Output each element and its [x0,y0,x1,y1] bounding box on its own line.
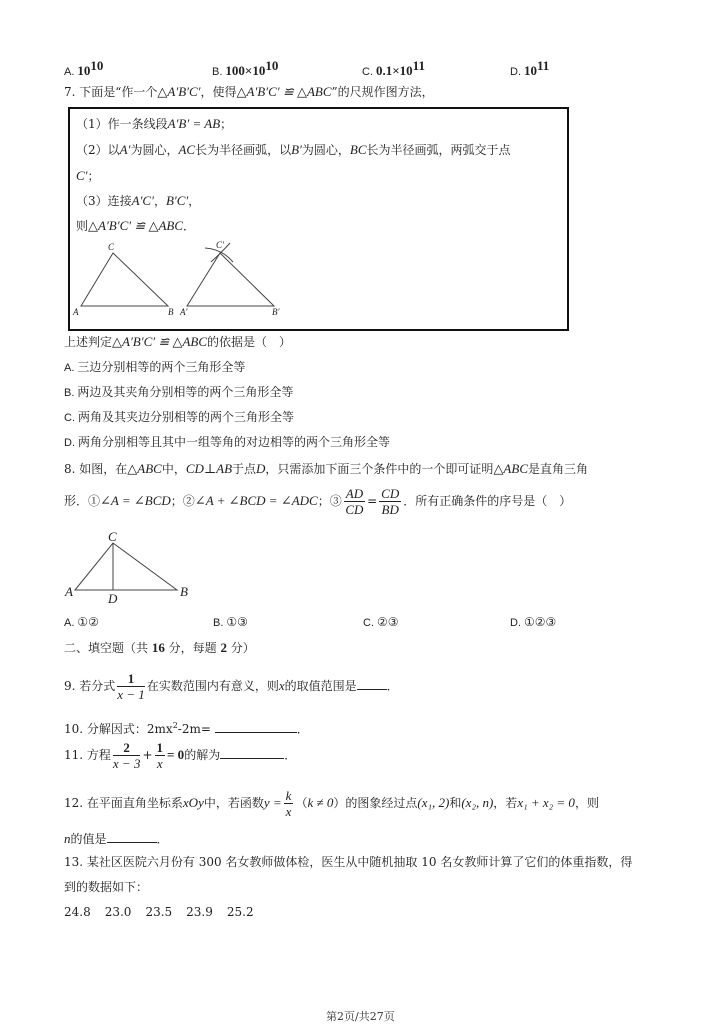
label-b: B [180,584,188,599]
q6-option-c [362,58,425,79]
option-label: A. [64,617,75,629]
q13-line-1 [64,854,632,870]
option-text: 两角分别相等且其中一组等角的对边相等的两个三角形全等 [78,435,391,449]
q8-option-c [363,614,399,631]
option-exponent: 10 [90,58,104,73]
q7-option-c [64,409,294,426]
math: ∠A = ∠BCD [100,493,171,508]
math: x₁ + x₂ = 0 [517,795,575,810]
text: ”的尺规作图方法， [331,85,434,99]
text: 7. 下面是“作一个 [64,85,158,99]
label-c: C [108,529,117,544]
q7-option-d [64,434,390,451]
math: B′ [291,142,302,157]
points-each: 2 [220,640,227,655]
q10 [64,718,309,737]
q8-line-2 [64,486,571,517]
numerator: 1 [156,740,164,755]
option-label: A. [64,66,75,78]
text: （2）以 [76,143,120,157]
option-label: C. [362,66,373,78]
option-label: B. [213,617,224,629]
q6-option-b [212,58,278,79]
text: ； [87,169,100,183]
denominator: x − 3 [112,756,141,771]
denominator: x − 1 [117,687,145,702]
text: 的取值范围是 [284,679,357,693]
text: （1）作一条线段 [76,117,168,131]
denominator: CD [345,502,364,517]
numerator: 1 [117,671,145,687]
text: （3）连接 [76,194,132,208]
math: (x₁, 2) [417,795,450,810]
math: △A′B′C′ ≌ △ABC [88,218,184,233]
data-value: 23.9 [186,905,213,919]
label-b-prime: B′ [272,307,280,317]
math: x [278,678,285,693]
label-c-prime: C′ [216,240,224,250]
answer-blank[interactable] [215,720,297,733]
text: 10. 分解因式：2mx [64,722,173,736]
label-c: C [108,242,115,252]
text: 形．① [64,494,101,508]
text: ． [156,832,169,846]
text: 于点 [232,462,257,476]
option-text: ①② [77,615,99,629]
text: 12. 在平面直角坐标系 [64,796,183,810]
q8-option-a [64,614,99,631]
option-label: C. [64,412,75,424]
q11 [64,740,296,771]
text: 长为半径画弧，以 [195,143,292,157]
denominator: BD [381,502,399,517]
fraction [155,740,166,771]
option-text: ①③ [226,615,248,629]
math: A′B′ = AB [167,116,221,131]
text: 上述判定 [64,335,113,349]
denominator: x [285,804,292,819]
section-heading [64,640,255,656]
q13-data [64,904,254,920]
option-exponent: 11 [537,58,550,73]
q7-option-b [64,384,293,401]
text: ）的图象经过点 [333,796,418,810]
label-d: D [108,591,118,606]
option-label: D. [64,437,75,449]
numerator: k [285,788,292,803]
fraction-ad-cd [344,486,365,517]
fraction [113,740,141,771]
text: 到的数据如下： [64,880,149,894]
total-points: 16 [151,640,165,655]
text: ， [188,194,201,208]
text: 为圆心， [130,143,179,157]
math: y = [263,795,282,810]
label-a: A [65,584,73,599]
text: 在实数范围内有意义，则 [146,679,279,693]
text: 的解为 [184,748,221,762]
exponent: 2 [172,721,178,730]
option-exponent: 11 [412,58,425,73]
math: k ≠ 0 [307,795,334,810]
step-2-cont [76,168,100,184]
data-value: 24.8 [64,905,91,919]
fraction [284,788,294,819]
q12-line-2 [64,830,169,847]
option-text: 100×10 [225,63,266,78]
text: 中，若函数 [203,796,264,810]
q7-option-a [64,359,245,376]
text: 分） [226,641,255,655]
text: ；② [170,494,195,508]
label-b: B [168,307,174,317]
numerator: CD [381,486,400,501]
option-label: B. [64,387,75,399]
text: 长为半径画弧，两弧交于点 [366,143,511,157]
text: 中， [161,462,186,476]
conclusion [76,218,195,234]
q9 [64,671,399,702]
text: 为圆心， [301,143,350,157]
option-label: D. [510,66,521,78]
math: △A′B′C′ ≌ △ABC [112,334,208,349]
numerator: AD [345,486,364,501]
label-a: A [73,307,79,317]
answer-blank[interactable] [357,677,387,690]
text: ，若 [493,796,518,810]
data-value: 23.0 [104,905,132,919]
text: 11. 方程 [64,748,111,762]
math: BC [349,142,367,157]
math: △ABC [493,461,528,476]
text: 分，每题 [164,641,221,655]
q6-option-a [64,58,103,79]
math: D [256,461,266,476]
option-label: A. [64,362,75,374]
text: ， [153,194,166,208]
text: ，使得 [200,85,237,99]
text: （ [295,796,308,810]
option-label: C. [363,617,374,629]
text: ； [220,117,233,131]
q6-option-d [510,58,549,79]
option-text: 两边及其夹角分别相等的两个三角形全等 [77,385,294,399]
math: n [64,831,71,846]
text: 13. 某社区医院六月份有 300 名女教师做体检，医生从中随机抽取 10 名女教师计算了它们的体重指数，得 [64,855,633,869]
text: 8. 如图，在 [64,462,128,476]
q8-option-b [213,614,248,631]
data-value: 23.5 [145,905,173,919]
text: ． [296,722,309,736]
text: ．所有正确条件的序号是（ ） [403,494,572,508]
option-text: 10 [524,63,537,78]
denominator: x [156,756,163,771]
page-number: 第2页/共27页 [326,1010,395,1023]
math: xOy [182,795,204,810]
math: (x₂, n) [461,795,494,810]
option-text: 0.1×10 [376,63,413,78]
text: 则 [76,219,89,233]
q7-stem [64,84,434,100]
q13-line-2 [64,879,148,895]
text: 9. 若分式 [64,679,116,693]
text: 和 [449,796,462,810]
option-text: 两角及其夹边分别相等的两个三角形全等 [78,410,295,424]
option-exponent: 10 [265,58,279,73]
text: 的依据是（ ） [207,335,292,349]
math: △ABC [127,461,162,476]
q8-option-d [510,614,556,631]
text: 二、填空题（共 [64,641,152,655]
math: CD⊥AB [185,461,233,476]
text: 的值是 [70,832,107,846]
text: ． [386,679,399,693]
math: A′ [119,142,131,157]
option-text: 三边分别相等的两个三角形全等 [77,360,246,374]
equals-zero: = 0 [167,747,185,762]
text: 是直角三角 [528,462,589,476]
option-text: 10 [77,63,91,78]
math: ∠A + ∠BCD = ∠ADC [194,493,318,508]
plus: + [142,748,153,762]
label-a-prime: A′ [180,307,188,317]
option-text: ②③ [377,615,399,629]
triangle-q8 [75,543,177,590]
answer-blank[interactable] [107,830,157,843]
q12-line-1 [64,788,599,819]
answer-blank[interactable] [220,746,284,759]
text: ． [284,748,297,762]
text: -2m= [177,722,211,736]
q7-question [64,334,291,350]
numerator: 2 [113,740,141,756]
text: ，则 [574,796,599,810]
math: C′ [76,168,88,183]
fraction-cd-bd [379,486,401,517]
fraction [117,671,145,702]
step-3 [76,193,200,209]
step-2 [76,142,511,158]
math: △A′B′C′ ≌ △ABC [236,84,332,99]
option-label: B. [212,66,223,78]
option-text: ①②③ [524,615,557,629]
data-value: 25.2 [226,905,254,919]
math: B′C′ [165,193,189,208]
option-label: D. [510,617,521,629]
step-1 [76,116,232,132]
equals: = [367,494,378,508]
q8-line-1 [64,461,588,477]
math: AC [178,142,196,157]
text: ． [183,219,196,233]
text: ；③ [317,494,342,508]
text: ，只需添加下面三个条件中的一个即可证明 [265,462,494,476]
math: A′C′ [131,193,154,208]
math: △A′B′C′ [157,84,201,99]
